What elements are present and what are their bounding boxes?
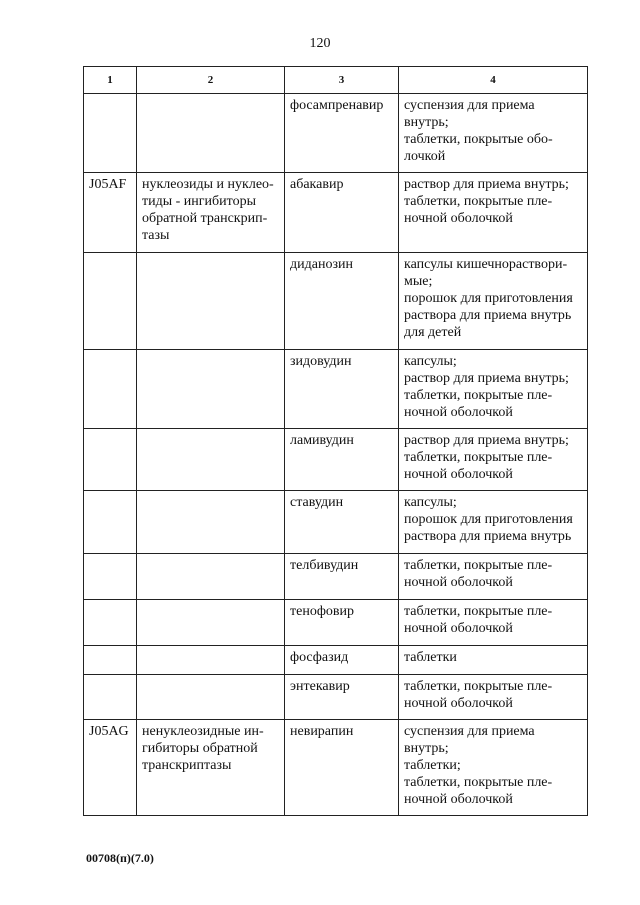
atc-code-cell bbox=[84, 94, 137, 173]
atc-code-cell bbox=[84, 253, 137, 350]
dosage-forms-cell: суспензия для приема внутрь; таблетки, покрытые обо- лочкой bbox=[399, 94, 588, 173]
drug-name-cell: зидовудин bbox=[285, 350, 399, 429]
table-row bbox=[84, 720, 588, 816]
atc-code-cell bbox=[84, 675, 137, 720]
drug-name-cell: диданозин bbox=[285, 253, 399, 350]
group-cell bbox=[137, 554, 285, 600]
drug-name-cell: энтекавир bbox=[285, 675, 399, 720]
table-row bbox=[84, 491, 588, 554]
group-cell bbox=[137, 675, 285, 720]
atc-code-cell bbox=[84, 600, 137, 646]
column-header: 3 bbox=[285, 67, 399, 94]
drug-name-cell: невирапин bbox=[285, 720, 399, 816]
group-cell bbox=[137, 253, 285, 350]
atc-code-cell: J05AF bbox=[84, 173, 137, 253]
dosage-forms-cell: суспензия для приема внутрь; таблетки; таблетки, покрытые пле- ночной оболочкой bbox=[399, 720, 588, 816]
atc-code-cell bbox=[84, 491, 137, 554]
table-row bbox=[84, 646, 588, 675]
atc-code-cell bbox=[84, 646, 137, 675]
atc-code-cell bbox=[84, 429, 137, 491]
drug-name-cell: абакавир bbox=[285, 173, 399, 253]
group-cell: нуклеозиды и нуклео- тиды - ингибиторы обратной транскрип- тазы bbox=[137, 173, 285, 253]
table-header-row bbox=[84, 67, 588, 94]
group-cell bbox=[137, 646, 285, 675]
dosage-forms-cell: раствор для приема внутрь; таблетки, покрытые пле- ночной оболочкой bbox=[399, 173, 588, 253]
group-cell bbox=[137, 600, 285, 646]
group-cell bbox=[137, 350, 285, 429]
dosage-forms-cell: капсулы; порошок для приготовления раствора для приема внутрь bbox=[399, 491, 588, 554]
column-header: 1 bbox=[84, 67, 137, 94]
group-cell: ненуклеозидные ин- гибиторы обратной транскриптазы bbox=[137, 720, 285, 816]
dosage-forms-cell: таблетки, покрытые пле- ночной оболочкой bbox=[399, 600, 588, 646]
page-number: 120 bbox=[309, 36, 331, 51]
table-row bbox=[84, 253, 588, 350]
drug-name-cell: тенофовир bbox=[285, 600, 399, 646]
table-row bbox=[84, 173, 588, 253]
dosage-forms-cell: таблетки bbox=[399, 646, 588, 675]
dosage-forms-cell: таблетки, покрытые пле- ночной оболочкой bbox=[399, 554, 588, 600]
dosage-forms-cell: капсулы кишечнораствори- мые; порошок для приготовления раствора для приема внутрь для детей bbox=[399, 253, 588, 350]
group-cell bbox=[137, 429, 285, 491]
drug-name-cell: телбивудин bbox=[285, 554, 399, 600]
atc-code-cell bbox=[84, 554, 137, 600]
drug-name-cell: фосфазид bbox=[285, 646, 399, 675]
atc-code-cell: J05AG bbox=[84, 720, 137, 816]
table-row bbox=[84, 675, 588, 720]
group-cell bbox=[137, 94, 285, 173]
column-header: 2 bbox=[137, 67, 285, 94]
table-row bbox=[84, 350, 588, 429]
group-cell bbox=[137, 491, 285, 554]
table-row bbox=[84, 600, 588, 646]
table-row bbox=[84, 94, 588, 173]
document-code: 00708(п)(7.0) bbox=[86, 851, 154, 865]
dosage-forms-cell: таблетки, покрытые пле- ночной оболочкой bbox=[399, 675, 588, 720]
dosage-forms-cell: раствор для приема внутрь; таблетки, покрытые пле- ночной оболочкой bbox=[399, 429, 588, 491]
column-header: 4 bbox=[399, 67, 588, 94]
drug-name-cell: ламивудин bbox=[285, 429, 399, 491]
drug-name-cell: фосампренавир bbox=[285, 94, 399, 173]
dosage-forms-cell: капсулы; раствор для приема внутрь; таблетки, покрытые пле- ночной оболочкой bbox=[399, 350, 588, 429]
table-row bbox=[84, 429, 588, 491]
drug-table bbox=[83, 66, 588, 816]
drug-name-cell: ставудин bbox=[285, 491, 399, 554]
atc-code-cell bbox=[84, 350, 137, 429]
table-row bbox=[84, 554, 588, 600]
